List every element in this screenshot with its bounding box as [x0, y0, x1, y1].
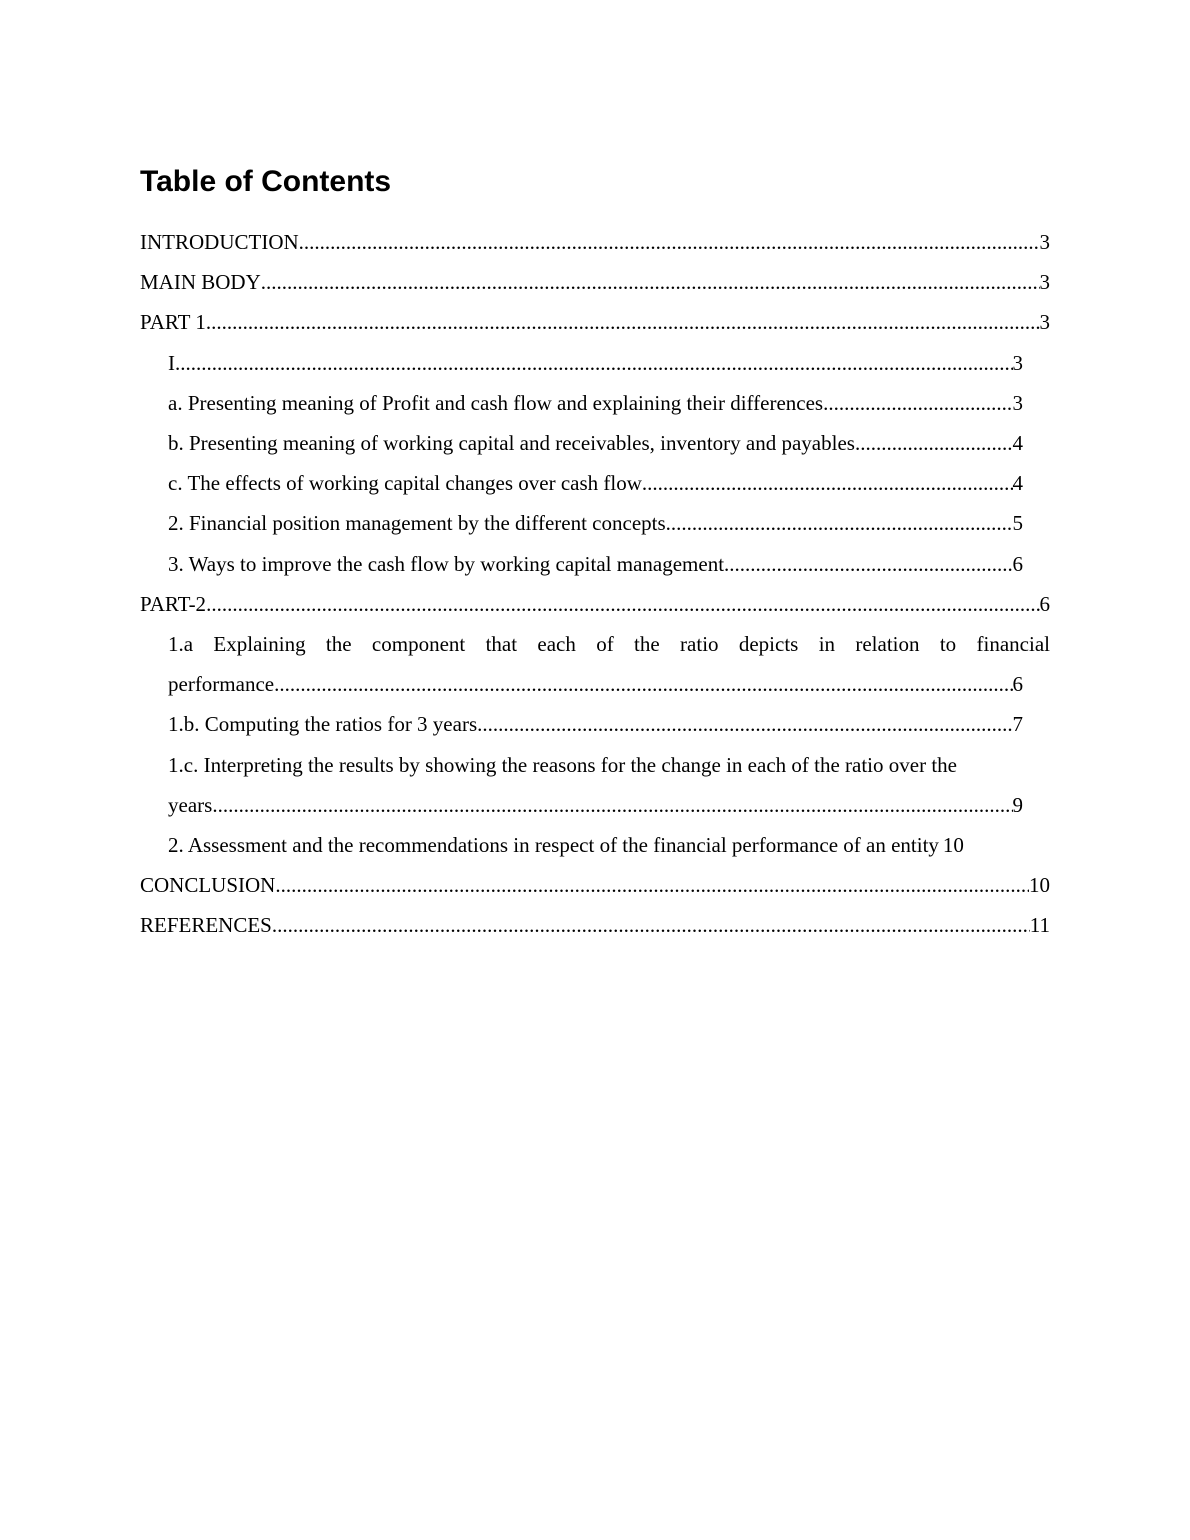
toc-entry-part-1[interactable]	[140, 302, 1050, 342]
toc-entry-interpreting-results[interactable]	[168, 745, 1050, 825]
toc-leader-dots	[261, 262, 1040, 302]
toc-leader-dots	[272, 905, 1030, 945]
toc-entry-label-line2: performance	[168, 672, 275, 697]
toc-leader-dots	[212, 785, 1012, 825]
toc-entry-main-body[interactable]	[140, 262, 1050, 302]
toc-entry-label: INTRODUCTION	[140, 230, 299, 254]
toc-leader-dots	[855, 423, 1013, 463]
toc-entry-i[interactable]	[168, 343, 1023, 383]
toc-page-number: 9	[1012, 792, 1023, 817]
toc-page-number: 3	[1039, 230, 1050, 254]
toc-page-number: 6	[1039, 591, 1050, 616]
toc-leader-dots	[666, 503, 1013, 543]
toc-entry-ratio-components[interactable]	[168, 624, 1050, 704]
toc-entry-label-line1: 1.a Explaining the component that each of the ratio depicts in relation to financial	[168, 632, 1050, 657]
toc-leader-dots	[642, 463, 1013, 503]
toc-leader-dots	[275, 865, 1029, 905]
toc-title: Table of Contents	[140, 165, 392, 198]
toc-page-number: 10	[942, 833, 964, 858]
toc-page-number: 6	[1012, 551, 1023, 576]
toc-entry-label: PART-2	[140, 591, 207, 616]
toc-leader-dots	[206, 302, 1040, 342]
toc-entry-label: PART 1	[140, 310, 206, 335]
toc-entry-working-capital-effects[interactable]	[168, 463, 1023, 503]
toc-page-number: 11	[1029, 913, 1050, 938]
toc-entry-label: 3. Ways to improve the cash flow by working capital management	[168, 551, 725, 576]
toc-entry-label: a. Presenting meaning of Profit and cash flow and explaining their differences	[168, 390, 824, 415]
toc-entry-label-line2: years	[168, 792, 213, 817]
toc-entry-label: I	[168, 350, 175, 375]
toc-page-number: 3	[1012, 390, 1023, 415]
toc-page-number: 6	[1012, 672, 1023, 697]
toc-entry-conclusion[interactable]	[140, 865, 1050, 905]
toc-entry-label: 1.b. Computing the ratios for 3 years	[168, 712, 478, 737]
toc-entry-references[interactable]	[140, 905, 1050, 945]
toc-entry-part-2[interactable]	[140, 584, 1050, 624]
toc-leader-dots	[274, 664, 1012, 704]
toc-entry-label: 2. Assessment and the recommendations in respect of the financial performance of an entity	[168, 833, 939, 858]
toc-entry-working-capital-meaning[interactable]	[168, 423, 1023, 463]
toc-page-number: 3	[1039, 310, 1050, 335]
toc-entry-improve-cash-flow[interactable]	[168, 544, 1023, 584]
toc-entry-label: REFERENCES	[140, 913, 272, 938]
toc-entry-introduction[interactable]	[140, 222, 1050, 262]
toc-page-number: 5	[1012, 511, 1023, 536]
toc-entry-label: c. The effects of working capital changes over cash flow	[168, 471, 642, 496]
toc-page-number: 4	[1012, 431, 1023, 456]
toc-entry-assessment[interactable]	[168, 825, 1050, 865]
toc-list	[0, 222, 1190, 946]
toc-page-number: 10	[1029, 873, 1050, 898]
toc-leader-dots	[823, 383, 1012, 423]
toc-page-number: 4	[1012, 471, 1023, 496]
toc-page-number: 7	[1012, 712, 1023, 737]
toc-entry-financial-position[interactable]	[168, 503, 1023, 543]
toc-entry-computing-ratios[interactable]	[168, 704, 1023, 744]
toc-leader-dots	[299, 222, 1040, 262]
toc-entry-label: MAIN BODY	[140, 270, 261, 295]
toc-entry-label: b. Presenting meaning of working capital and receivables, inventory and payables	[168, 431, 855, 456]
toc-entry-profit-cash-flow[interactable]	[168, 383, 1023, 423]
toc-leader-dots	[724, 544, 1012, 584]
toc-entry-label-line1: 1.c. Interpreting the results by showing the reasons for the change in each of the ratio over the	[168, 752, 957, 777]
toc-page-number: 3	[1039, 270, 1050, 295]
toc-entry-label: 2. Financial position management by the different concepts	[168, 511, 666, 536]
toc-leader-dots	[175, 343, 1013, 383]
toc-leader-dots	[206, 584, 1039, 624]
toc-page-number: 3	[1012, 350, 1023, 375]
toc-entry-label: CONCLUSION	[140, 873, 276, 898]
toc-leader-dots	[477, 704, 1012, 744]
